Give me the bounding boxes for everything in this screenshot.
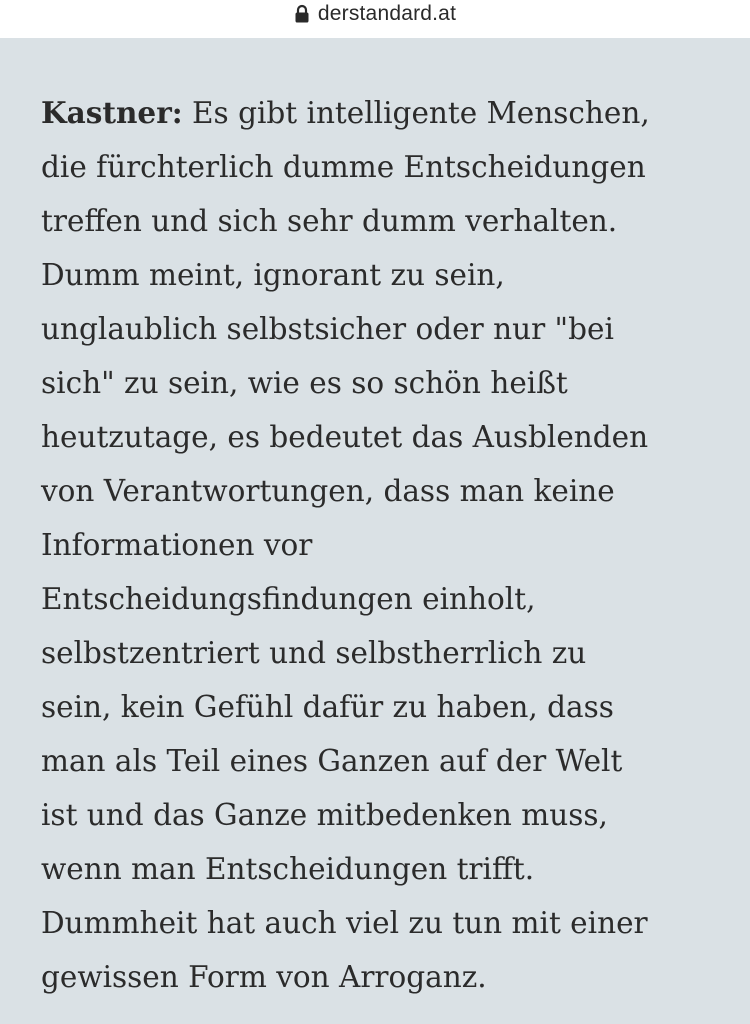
article-content (0, 38, 750, 1024)
paragraph-line: sein, kein Gefühl dafür zu haben, dass (41, 690, 614, 724)
paragraph-line: man als Teil eines Ganzen auf der Welt (41, 744, 623, 778)
paragraph-line: treffen und sich sehr dumm verhalten. (41, 204, 618, 238)
line-text: Es gibt intelligente Menschen, (182, 96, 650, 130)
paragraph-line: sich" zu sein, wie es so schön heißt (41, 366, 568, 400)
paragraph-line: Entscheidungsfindungen einholt, (41, 582, 536, 616)
paragraph-line: Dumm meint, ignorant zu sein, (41, 258, 505, 292)
url-display[interactable] (294, 2, 456, 26)
lock-icon (294, 4, 310, 24)
speaker-name: Kastner: (41, 95, 183, 130)
paragraph-line: heutzutage, es bedeutet das Ausblenden (41, 420, 649, 454)
paragraph-line: die fürchterlich dumme Entscheidungen (41, 150, 646, 184)
paragraph-line: von Verantwortungen, dass man keine (41, 474, 615, 508)
paragraph-line: unglaublich selbstsicher oder nur "bei (41, 312, 614, 346)
interview-answer (41, 86, 713, 1004)
paragraph-line (41, 86, 713, 140)
url-text: derstandard.at (317, 2, 457, 25)
browser-url-bar[interactable] (0, 0, 750, 38)
paragraph-line: gewissen Form von Arroganz. (41, 960, 487, 994)
paragraph-line: Dummheit hat auch viel zu tun mit einer (41, 906, 648, 940)
paragraph-line: Informationen vor (41, 528, 313, 562)
paragraph-line: selbstzentriert und selbstherrlich zu (41, 636, 587, 670)
paragraph-line: ist und das Ganze mitbedenken muss, (41, 798, 608, 832)
paragraph-line: wenn man Entscheidungen trifft. (41, 852, 535, 886)
